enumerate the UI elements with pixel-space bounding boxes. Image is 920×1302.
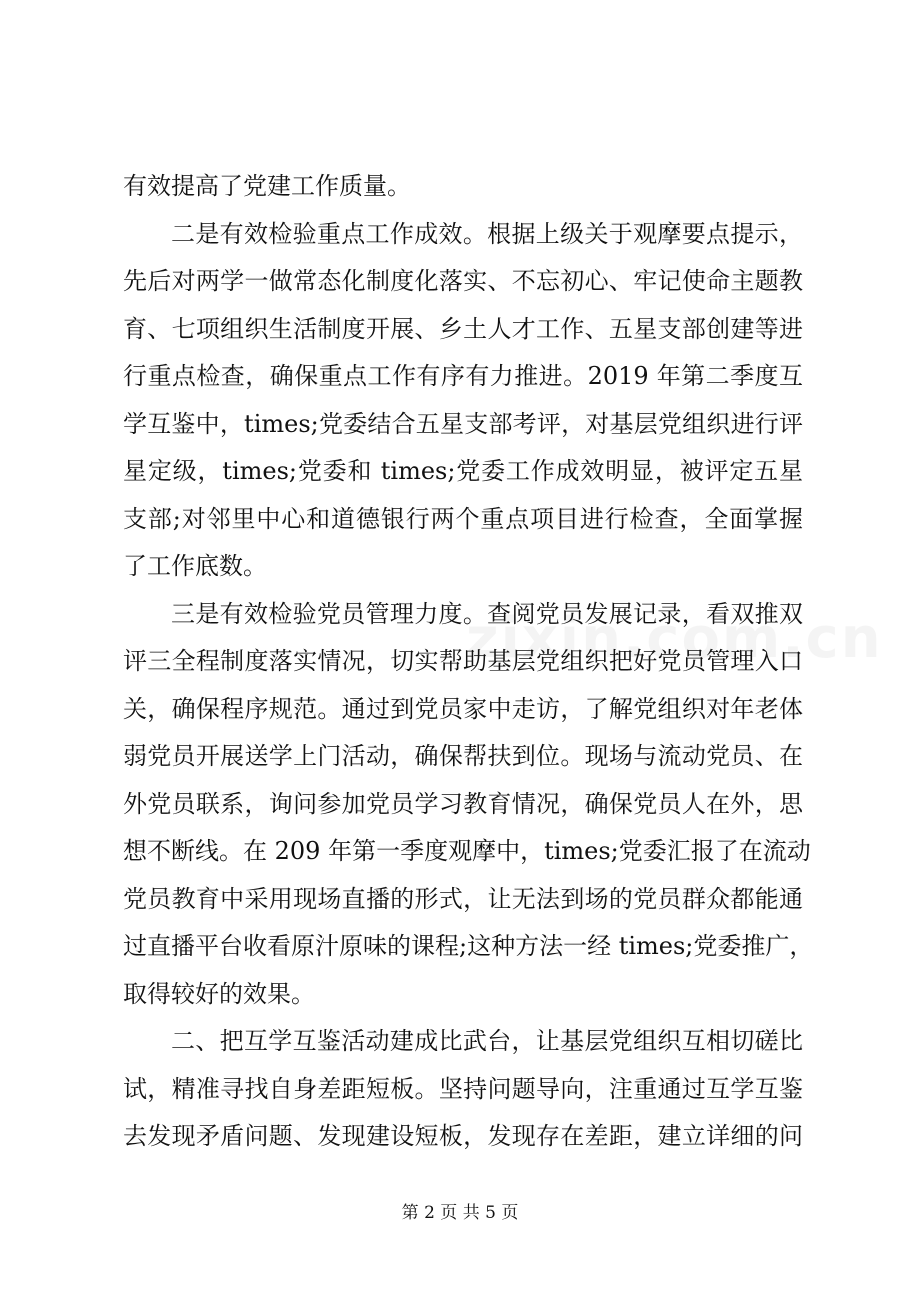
text-line: 学互鉴中，times;党委结合五星支部考评，对基层党组织进行评 xyxy=(123,410,803,438)
text-line: 试，精准寻找自身差距短板。坚持问题导向，注重通过互学互鉴 xyxy=(123,1075,803,1103)
text-line: 二、把互学互鉴活动建成比武台，让基层党组织互相切磋比 xyxy=(171,1027,803,1055)
text-line: 支部;对邻里中心和道德银行两个重点项目进行检查，全面掌握 xyxy=(123,505,803,533)
text-line: 三是有效检验党员管理力度。查阅党员发展记录，看双推双 xyxy=(171,600,803,628)
text-line: 星定级，times;党委和 times;党委工作成效明显，被评定五星 xyxy=(123,457,803,485)
text-line: 评三全程制度落实情况，切实帮助基层党组织把好党员管理入口 xyxy=(123,647,803,675)
text-line: 二是有效检验重点工作成效。根据上级关于观摩要点提示， xyxy=(171,220,803,248)
text-line: 育、七项组织生活制度开展、乡土人才工作、五星支部创建等进 xyxy=(123,315,803,343)
page-number-footer: 第 2 页 共 5 页 xyxy=(401,1203,519,1223)
text-line: 党员教育中采用现场直播的形式，让无法到场的党员群众都能通 xyxy=(123,885,803,913)
text-line: 有效提高了党建工作质量。 xyxy=(123,172,411,200)
text-line: 去发现矛盾问题、发现建设短板，发现存在差距，建立详细的问 xyxy=(123,1122,803,1150)
text-line: 想不断线。在 209 年第一季度观摩中，times;党委汇报了在流动 xyxy=(123,837,811,865)
text-line: 过直播平台收看原汁原味的课程;这种方法一经 times;党委推广， xyxy=(123,932,814,960)
text-line: 弱党员开展送学上门活动，确保帮扶到位。现场与流动党员、在 xyxy=(123,742,803,770)
text-line: 了工作底数。 xyxy=(123,552,267,580)
text-line: 行重点检查，确保重点工作有序有力推进。2019 年第二季度互 xyxy=(123,362,803,390)
text-line: 关，确保程序规范。通过到党员家中走访，了解党组织对年老体 xyxy=(123,695,803,723)
text-line: 外党员联系，询问参加党员学习教育情况，确保党员人在外，思 xyxy=(123,790,803,818)
text-line: 取得较好的效果。 xyxy=(123,980,315,1008)
text-line: 先后对两学一做常态化制度化落实、不忘初心、牢记使命主题教 xyxy=(123,267,803,295)
